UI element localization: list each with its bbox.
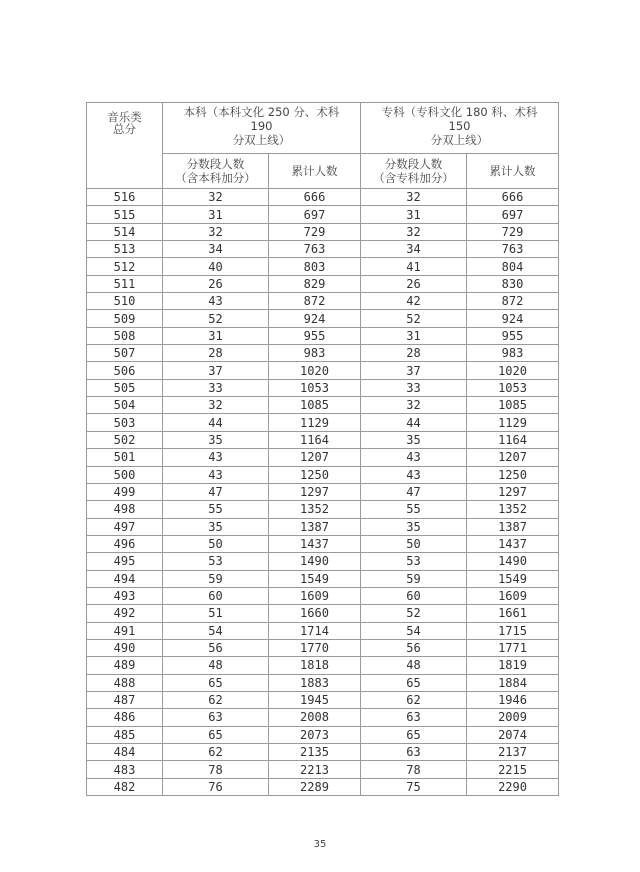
- score-cell: 487: [87, 691, 163, 708]
- zhuanke-segment-count-cell: 65: [361, 674, 467, 691]
- score-cell: 496: [87, 535, 163, 552]
- benke-segment-count-cell: 43: [163, 293, 269, 310]
- zhuanke-cumulative-cell: 1661: [467, 605, 559, 622]
- table-row: [87, 639, 559, 656]
- table-row: [87, 501, 559, 518]
- benke-cumulative-cell: 1387: [269, 518, 361, 535]
- zhuanke-cumulative-cell: 2074: [467, 726, 559, 743]
- zhuanke-segment-count-cell: 34: [361, 241, 467, 258]
- table-row: [87, 223, 559, 240]
- benke-segment-count-cell: 47: [163, 483, 269, 500]
- zhuanke-segment-count-header: [361, 154, 467, 189]
- table-row: [87, 674, 559, 691]
- score-cell: 507: [87, 345, 163, 362]
- score-table-container: [86, 102, 558, 796]
- benke-cumulative-cell: 2213: [269, 761, 361, 778]
- zhuanke-cumulative-cell: 697: [467, 206, 559, 223]
- benke-cumulative-cell: 1609: [269, 587, 361, 604]
- table-row: [87, 241, 559, 258]
- zhuanke-segment-count-cell: 60: [361, 587, 467, 604]
- score-cell: 503: [87, 414, 163, 431]
- benke-cumulative-cell: 697: [269, 206, 361, 223]
- table-row: [87, 327, 559, 344]
- benke-cumulative-cell: 2008: [269, 709, 361, 726]
- benke-cumulative-cell: 803: [269, 258, 361, 275]
- table-row: [87, 691, 559, 708]
- table-row: [87, 431, 559, 448]
- table-row: [87, 379, 559, 396]
- zhuanke-segment-count-cell: 54: [361, 622, 467, 639]
- zhuanke-segment-count-cell: 37: [361, 362, 467, 379]
- zhuanke-cumulative-cell: 1549: [467, 570, 559, 587]
- benke-cumulative-cell: 1085: [269, 397, 361, 414]
- benke-segment-count-cell: 44: [163, 414, 269, 431]
- zhuanke-segment-count-cell: 56: [361, 639, 467, 656]
- score-cell: 488: [87, 674, 163, 691]
- table-row: [87, 622, 559, 639]
- zhuanke-cumulative-cell: 1020: [467, 362, 559, 379]
- table-row: [87, 744, 559, 761]
- zhuanke-cumulative-cell: 955: [467, 327, 559, 344]
- benke-segment-count-cell: 65: [163, 674, 269, 691]
- benke-cumulative-cell: 666: [269, 189, 361, 206]
- header-row-groups: [87, 103, 559, 154]
- zhuanke-segment-count-cell: 32: [361, 223, 467, 240]
- table-row: [87, 535, 559, 552]
- benke-segment-count-cell: 62: [163, 691, 269, 708]
- score-cell: 493: [87, 587, 163, 604]
- zhuanke-cumulative-cell: 1884: [467, 674, 559, 691]
- score-distribution-table: [86, 102, 559, 796]
- table-row: [87, 345, 559, 362]
- table-row: [87, 709, 559, 726]
- score-cell: 506: [87, 362, 163, 379]
- benke-cumulative-cell: 1883: [269, 674, 361, 691]
- benke-segment-count-cell: 63: [163, 709, 269, 726]
- zhuanke-segment-count-cell: 50: [361, 535, 467, 552]
- zhuanke-segment-count-cell: 41: [361, 258, 467, 275]
- benke-header-line3: 分双上线）: [232, 133, 291, 147]
- score-cell: 484: [87, 744, 163, 761]
- benke-segment-count-cell: 65: [163, 726, 269, 743]
- benke-header-line1: 本科（本科文化 250 分、术科: [183, 105, 340, 119]
- zhuanke-header-line3: 分双上线）: [430, 133, 489, 147]
- benke-header-line2: 190: [250, 119, 273, 133]
- benke-segment-count-cell: 54: [163, 622, 269, 639]
- benke-cumulative-cell: 2135: [269, 744, 361, 761]
- score-cell: 514: [87, 223, 163, 240]
- score-cell: 498: [87, 501, 163, 518]
- score-cell: 509: [87, 310, 163, 327]
- table-row: [87, 258, 559, 275]
- score-cell: 512: [87, 258, 163, 275]
- score-cell: 490: [87, 639, 163, 656]
- table-row: [87, 397, 559, 414]
- score-cell: 511: [87, 275, 163, 292]
- benke-segment-count-cell: 51: [163, 605, 269, 622]
- zhuanke-cumulative-cell: 1771: [467, 639, 559, 656]
- zhuanke-cumulative-cell: 2009: [467, 709, 559, 726]
- benke-cumulative-header: 累计人数: [269, 154, 361, 189]
- benke-cumulative-cell: 1945: [269, 691, 361, 708]
- zhuanke-cumulative-cell: 1129: [467, 414, 559, 431]
- benke-cumulative-cell: 1770: [269, 639, 361, 656]
- table-row: [87, 553, 559, 570]
- zhuanke-cumulative-cell: 1250: [467, 466, 559, 483]
- score-cell: 516: [87, 189, 163, 206]
- benke-group-header: [163, 103, 361, 154]
- score-cell: 489: [87, 657, 163, 674]
- benke-segment-count-cell: 53: [163, 553, 269, 570]
- zhuanke-segment-count-cell: 63: [361, 709, 467, 726]
- score-cell: 510: [87, 293, 163, 310]
- zhuanke-cumulative-cell: 1297: [467, 483, 559, 500]
- table-row: [87, 414, 559, 431]
- zhuanke-cumulative-cell: 1819: [467, 657, 559, 674]
- zhuanke-segment-count-cell: 31: [361, 327, 467, 344]
- benke-segment-count-header: [163, 154, 269, 189]
- zhuanke-cumulative-cell: 1387: [467, 518, 559, 535]
- page-number: 35: [313, 839, 327, 850]
- zhuanke-segment-count-cell: 47: [361, 483, 467, 500]
- table-row: [87, 726, 559, 743]
- table-row: [87, 189, 559, 206]
- zhuanke-segment-count-cell: 75: [361, 778, 467, 795]
- zhuanke-group-header: [361, 103, 559, 154]
- zhuanke-cumulative-cell: 2215: [467, 761, 559, 778]
- zhuanke-cumulative-cell: 2290: [467, 778, 559, 795]
- benke-cumulative-cell: 983: [269, 345, 361, 362]
- zhuanke-segment-count-cell: 59: [361, 570, 467, 587]
- benke-cumulative-cell: 1490: [269, 553, 361, 570]
- score-cell: 505: [87, 379, 163, 396]
- zhuanke-segment-count-cell: 26: [361, 275, 467, 292]
- benke-segment-count-cell: 28: [163, 345, 269, 362]
- zhuanke-cumulative-cell: 1946: [467, 691, 559, 708]
- zhuanke-segment-count-cell: 65: [361, 726, 467, 743]
- zhuanke-cumulative-cell: 1352: [467, 501, 559, 518]
- total-score-header-line1: 音乐类: [107, 110, 142, 124]
- zhuanke-segment-count-cell: 35: [361, 518, 467, 535]
- score-cell: 500: [87, 466, 163, 483]
- score-cell: 494: [87, 570, 163, 587]
- zhuanke-cumulative-cell: 763: [467, 241, 559, 258]
- table-row: [87, 587, 559, 604]
- zhuanke-segment-count-cell: 35: [361, 431, 467, 448]
- zhuanke-segment-count-cell: 63: [361, 744, 467, 761]
- benke-cumulative-cell: 1207: [269, 449, 361, 466]
- zhuanke-cumulative-cell: 1490: [467, 553, 559, 570]
- benke-cumulative-cell: 872: [269, 293, 361, 310]
- benke-segment-count-cell: 37: [163, 362, 269, 379]
- zhuanke-segment-count-cell: 52: [361, 605, 467, 622]
- score-cell: 513: [87, 241, 163, 258]
- benke-cumulative-cell: 1020: [269, 362, 361, 379]
- zhuanke-cumulative-cell: 924: [467, 310, 559, 327]
- benke-segment-count-cell: 32: [163, 189, 269, 206]
- zhuanke-segment-count-cell: 42: [361, 293, 467, 310]
- benke-segment-count-cell: 52: [163, 310, 269, 327]
- table-row: [87, 605, 559, 622]
- benke-cumulative-cell: 1660: [269, 605, 361, 622]
- zhuanke-segment-count-cell: 52: [361, 310, 467, 327]
- score-cell: 492: [87, 605, 163, 622]
- benke-cumulative-cell: 2073: [269, 726, 361, 743]
- score-cell: 508: [87, 327, 163, 344]
- score-cell: 504: [87, 397, 163, 414]
- benke-segment-count-cell: 26: [163, 275, 269, 292]
- zhuanke-cumulative-cell: 1437: [467, 535, 559, 552]
- table-body: [87, 189, 559, 796]
- benke-cumulative-cell: 1437: [269, 535, 361, 552]
- zhuanke-cumulative-cell: 2137: [467, 744, 559, 761]
- score-cell: 491: [87, 622, 163, 639]
- zhuanke-cumulative-cell: 1164: [467, 431, 559, 448]
- zhuanke-cumulative-cell: 1207: [467, 449, 559, 466]
- benke-segment-count-cell: 32: [163, 223, 269, 240]
- benke-segment-count-cell: 50: [163, 535, 269, 552]
- table-row: [87, 483, 559, 500]
- zhuanke-cumulative-cell: 804: [467, 258, 559, 275]
- table-row: [87, 275, 559, 292]
- zhuanke-header-line2: 150: [448, 119, 471, 133]
- score-cell: 486: [87, 709, 163, 726]
- benke-segment-count-cell: 62: [163, 744, 269, 761]
- benke-segment-count-cell: 59: [163, 570, 269, 587]
- zhuanke-segment-count-cell: 32: [361, 189, 467, 206]
- benke-cumulative-cell: 2289: [269, 778, 361, 795]
- benke-segment-count-cell: 35: [163, 518, 269, 535]
- benke-cumulative-cell: 1297: [269, 483, 361, 500]
- zhuanke-segment-count-cell: 43: [361, 449, 467, 466]
- zhuanke-cumulative-header: 累计人数: [467, 154, 559, 189]
- total-score-header-line2: 总分: [113, 122, 136, 136]
- benke-segment-count-cell: 48: [163, 657, 269, 674]
- benke-cumulative-cell: 829: [269, 275, 361, 292]
- benke-segment-count-cell: 32: [163, 397, 269, 414]
- zhuanke-segment-count-cell: 43: [361, 466, 467, 483]
- zhuanke-segment-count-cell: 44: [361, 414, 467, 431]
- score-cell: 497: [87, 518, 163, 535]
- benke-cumulative-cell: 763: [269, 241, 361, 258]
- zhuanke-cumulative-cell: 872: [467, 293, 559, 310]
- zhuanke-segment-count-cell: 55: [361, 501, 467, 518]
- zhuanke-segment-line1: 分数段人数: [384, 157, 443, 171]
- benke-segment-count-cell: 43: [163, 466, 269, 483]
- benke-cumulative-cell: 1250: [269, 466, 361, 483]
- benke-segment-count-cell: 78: [163, 761, 269, 778]
- table-row: [87, 362, 559, 379]
- score-cell: 482: [87, 778, 163, 795]
- score-cell: 485: [87, 726, 163, 743]
- table-row: [87, 570, 559, 587]
- table-row: [87, 293, 559, 310]
- zhuanke-segment-count-cell: 33: [361, 379, 467, 396]
- benke-segment-count-cell: 56: [163, 639, 269, 656]
- total-score-header: [87, 103, 163, 189]
- benke-cumulative-cell: 729: [269, 223, 361, 240]
- zhuanke-cumulative-cell: 1085: [467, 397, 559, 414]
- benke-segment-count-cell: 31: [163, 327, 269, 344]
- zhuanke-segment-count-cell: 28: [361, 345, 467, 362]
- benke-cumulative-cell: 1352: [269, 501, 361, 518]
- benke-cumulative-cell: 1053: [269, 379, 361, 396]
- table-row: [87, 778, 559, 795]
- zhuanke-segment-count-cell: 31: [361, 206, 467, 223]
- zhuanke-segment-count-cell: 62: [361, 691, 467, 708]
- benke-segment-count-cell: 40: [163, 258, 269, 275]
- benke-cumulative-cell: 955: [269, 327, 361, 344]
- zhuanke-cumulative-cell: 830: [467, 275, 559, 292]
- benke-cumulative-cell: 1714: [269, 622, 361, 639]
- benke-segment-line1: 分数段人数: [186, 157, 245, 171]
- zhuanke-cumulative-cell: 983: [467, 345, 559, 362]
- benke-segment-count-cell: 34: [163, 241, 269, 258]
- benke-segment-line2: （含本科加分）: [175, 171, 256, 185]
- benke-segment-count-cell: 55: [163, 501, 269, 518]
- benke-segment-count-cell: 35: [163, 431, 269, 448]
- benke-cumulative-cell: 1818: [269, 657, 361, 674]
- benke-segment-count-cell: 60: [163, 587, 269, 604]
- benke-cumulative-cell: 1129: [269, 414, 361, 431]
- score-cell: 499: [87, 483, 163, 500]
- score-cell: 483: [87, 761, 163, 778]
- zhuanke-segment-count-cell: 78: [361, 761, 467, 778]
- benke-segment-count-cell: 76: [163, 778, 269, 795]
- zhuanke-segment-line2: （含专科加分）: [373, 171, 454, 185]
- table-row: [87, 449, 559, 466]
- zhuanke-segment-count-cell: 48: [361, 657, 467, 674]
- zhuanke-cumulative-cell: 666: [467, 189, 559, 206]
- zhuanke-header-line1: 专科（专科文化 180 科、术科: [381, 105, 538, 119]
- zhuanke-segment-count-cell: 53: [361, 553, 467, 570]
- table-row: [87, 657, 559, 674]
- benke-segment-count-cell: 43: [163, 449, 269, 466]
- benke-cumulative-cell: 1549: [269, 570, 361, 587]
- table-row: [87, 206, 559, 223]
- benke-segment-count-cell: 31: [163, 206, 269, 223]
- benke-segment-count-cell: 33: [163, 379, 269, 396]
- score-cell: 515: [87, 206, 163, 223]
- zhuanke-cumulative-cell: 1609: [467, 587, 559, 604]
- zhuanke-cumulative-cell: 1053: [467, 379, 559, 396]
- benke-cumulative-cell: 1164: [269, 431, 361, 448]
- zhuanke-cumulative-cell: 1715: [467, 622, 559, 639]
- table-row: [87, 310, 559, 327]
- zhuanke-segment-count-cell: 32: [361, 397, 467, 414]
- table-row: [87, 518, 559, 535]
- score-cell: 502: [87, 431, 163, 448]
- score-cell: 501: [87, 449, 163, 466]
- score-cell: 495: [87, 553, 163, 570]
- table-row: [87, 761, 559, 778]
- table-row: [87, 466, 559, 483]
- benke-cumulative-cell: 924: [269, 310, 361, 327]
- zhuanke-cumulative-cell: 729: [467, 223, 559, 240]
